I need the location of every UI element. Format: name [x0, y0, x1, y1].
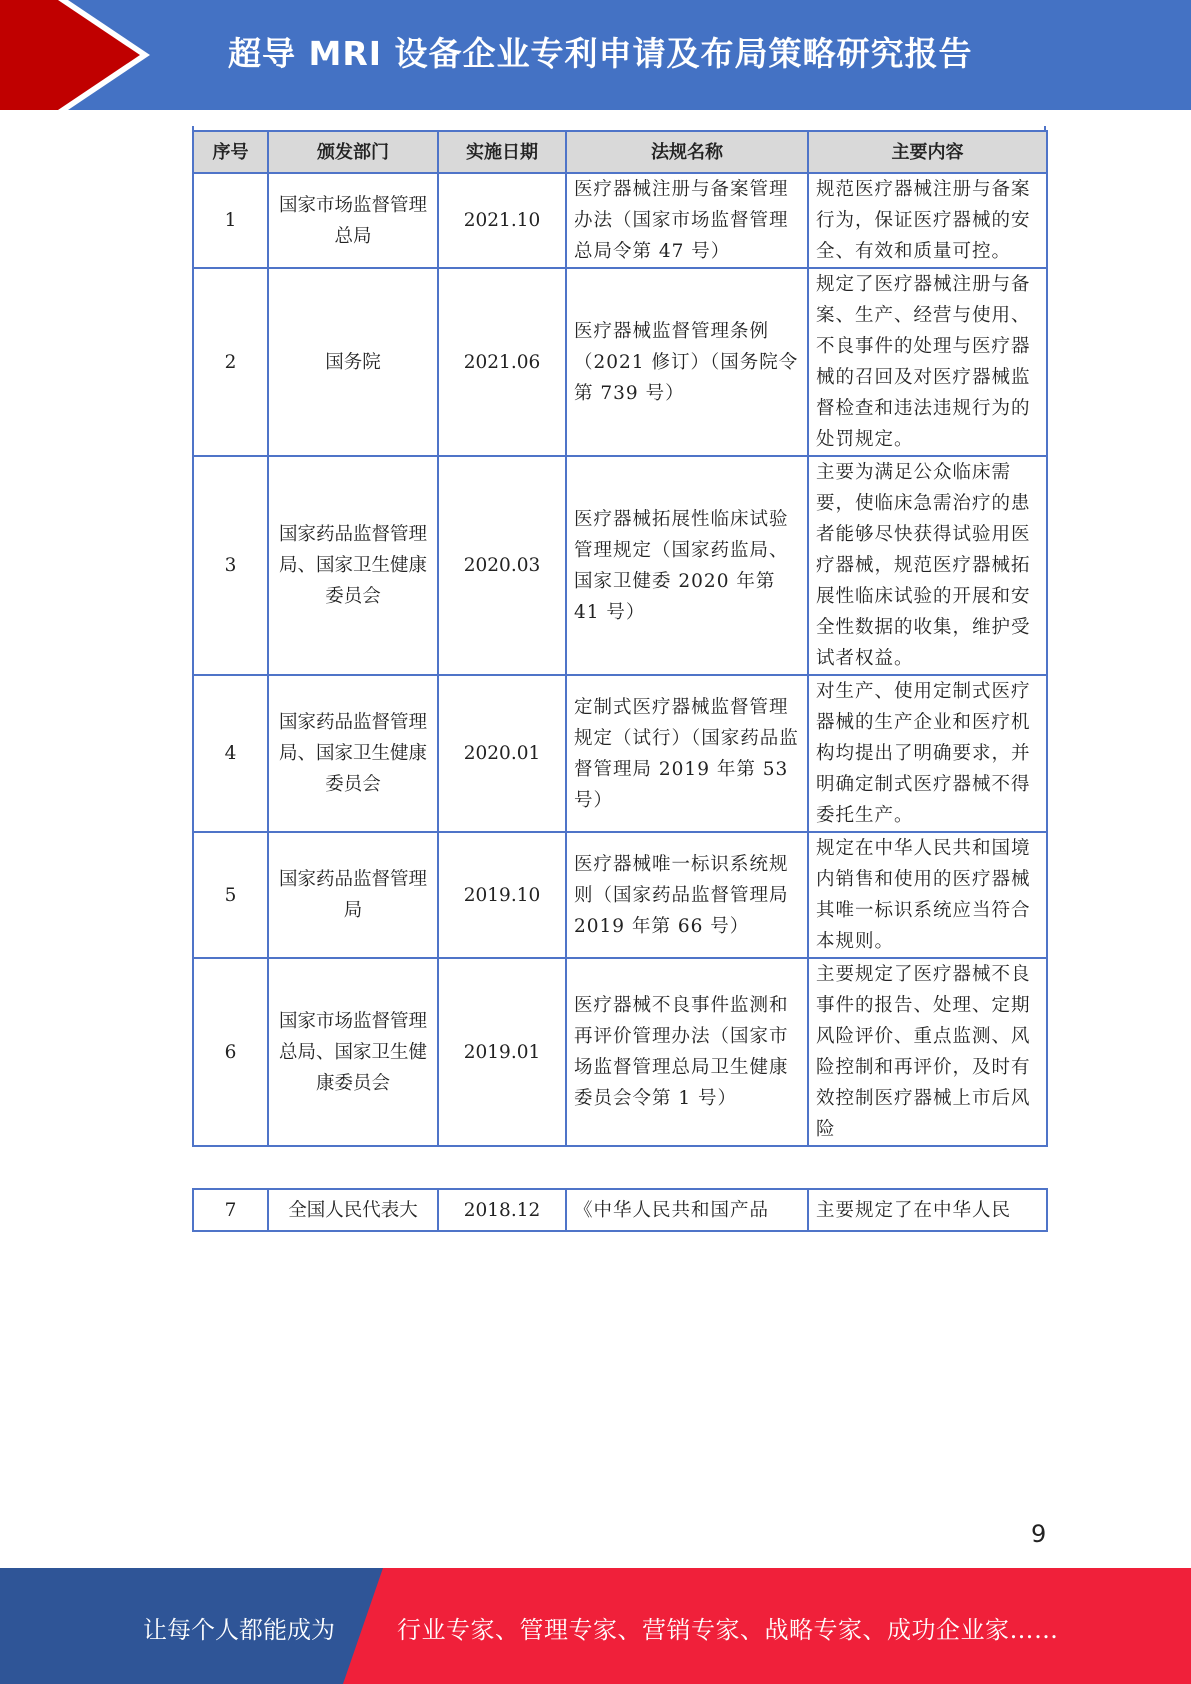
cell-content: 规范医疗器械注册与备案行为，保证医疗器械的安全、有效和质量可控。: [808, 173, 1047, 268]
table-row: [193, 675, 1047, 832]
cell-name: 《中华人民共和国产品: [566, 1189, 808, 1231]
cell-no: 1: [193, 173, 268, 268]
cell-no: 7: [193, 1189, 268, 1231]
cell-no: 5: [193, 832, 268, 958]
cell-content: 主要规定了在中华人民: [808, 1189, 1047, 1231]
report-title: 超导 MRI 设备企业专利申请及布局策略研究报告: [228, 34, 973, 73]
regulations-table-continued: [192, 1188, 1048, 1232]
col-header-name: 法规名称: [566, 131, 808, 173]
cell-dept: 国家市场监督管理总局、国家卫生健康委员会: [268, 958, 438, 1146]
cell-content: 规定了医疗器械注册与备案、生产、经营与使用、不良事件的处理与医疗器械的召回及对医疗器械监督检查和违法违规行为的处罚规定。: [808, 268, 1047, 456]
cell-name: 医疗器械监督管理条例（2021 修订）（国务院令第 739 号）: [566, 268, 808, 456]
table-header-row: [193, 131, 1047, 173]
cell-dept: 国家药品监督管理局: [268, 832, 438, 958]
table-row: [193, 268, 1047, 456]
cell-date: 2020.03: [438, 456, 566, 675]
cell-date: 2018.12: [438, 1189, 566, 1231]
cell-date: 2019.01: [438, 958, 566, 1146]
cell-content: 规定在中华人民共和国境内销售和使用的医疗器械其唯一标识系统应当符合本规则。: [808, 832, 1047, 958]
cell-date: 2021.10: [438, 173, 566, 268]
cell-no: 4: [193, 675, 268, 832]
regulations-table: [192, 130, 1048, 1147]
footer-slogan-right: 行业专家、管理专家、营销专家、战略专家、成功企业家……: [397, 1616, 1059, 1644]
cell-dept: 全国人民代表大: [268, 1189, 438, 1231]
col-header-no: 序号: [193, 131, 268, 173]
table-row: [193, 832, 1047, 958]
table-row: [193, 1189, 1047, 1231]
cell-dept: 国家药品监督管理局、国家卫生健康委员会: [268, 675, 438, 832]
cell-date: 2020.01: [438, 675, 566, 832]
col-header-date: 实施日期: [438, 131, 566, 173]
footer-slogan-left: 让每个人都能成为: [143, 1616, 335, 1644]
cell-date: 2021.06: [438, 268, 566, 456]
cell-content: 主要为满足公众临床需要，使临床急需治疗的患者能够尽快获得试验用医疗器械，规范医疗器械拓展性临床试验的开展和安全性数据的收集，维护受试者权益。: [808, 456, 1047, 675]
table-row: [193, 173, 1047, 268]
cell-no: 2: [193, 268, 268, 456]
table-row: [193, 456, 1047, 675]
cell-content: 对生产、使用定制式医疗器械的生产企业和医疗机构均提出了明确要求，并明确定制式医疗器械不得委托生产。: [808, 675, 1047, 832]
cell-name: 医疗器械拓展性临床试验管理规定（国家药监局、国家卫健委 2020 年第 41 号）: [566, 456, 808, 675]
cell-name: 医疗器械唯一标识系统规则（国家药品监督管理局 2019 年第 66 号）: [566, 832, 808, 958]
col-header-dept: 颁发部门: [268, 131, 438, 173]
cell-name: 定制式医疗器械监督管理规定（试行）（国家药品监督管理局 2019 年第 53 号）: [566, 675, 808, 832]
page-header: [0, 0, 1191, 110]
cell-name: 医疗器械注册与备案管理办法（国家市场监督管理总局令第 47 号）: [566, 173, 808, 268]
cell-no: 6: [193, 958, 268, 1146]
chevron-arrow-icon: [0, 0, 170, 110]
cell-no: 3: [193, 456, 268, 675]
cell-dept: 国务院: [268, 268, 438, 456]
page-footer: [0, 1568, 1191, 1684]
cell-name: 医疗器械不良事件监测和再评价管理办法（国家市场监督管理总局卫生健康委员会令第 1 号）: [566, 958, 808, 1146]
cell-date: 2019.10: [438, 832, 566, 958]
col-header-content: 主要内容: [808, 131, 1047, 173]
cell-dept: 国家药品监督管理局、国家卫生健康委员会: [268, 456, 438, 675]
page-number: 9: [1031, 1520, 1047, 1548]
cell-content: 主要规定了医疗器械不良事件的报告、处理、定期风险评价、重点监测、风险控制和再评价，及时有效控制医疗器械上市后风险: [808, 958, 1047, 1146]
cell-dept: 国家市场监督管理总局: [268, 173, 438, 268]
table-row: [193, 958, 1047, 1146]
